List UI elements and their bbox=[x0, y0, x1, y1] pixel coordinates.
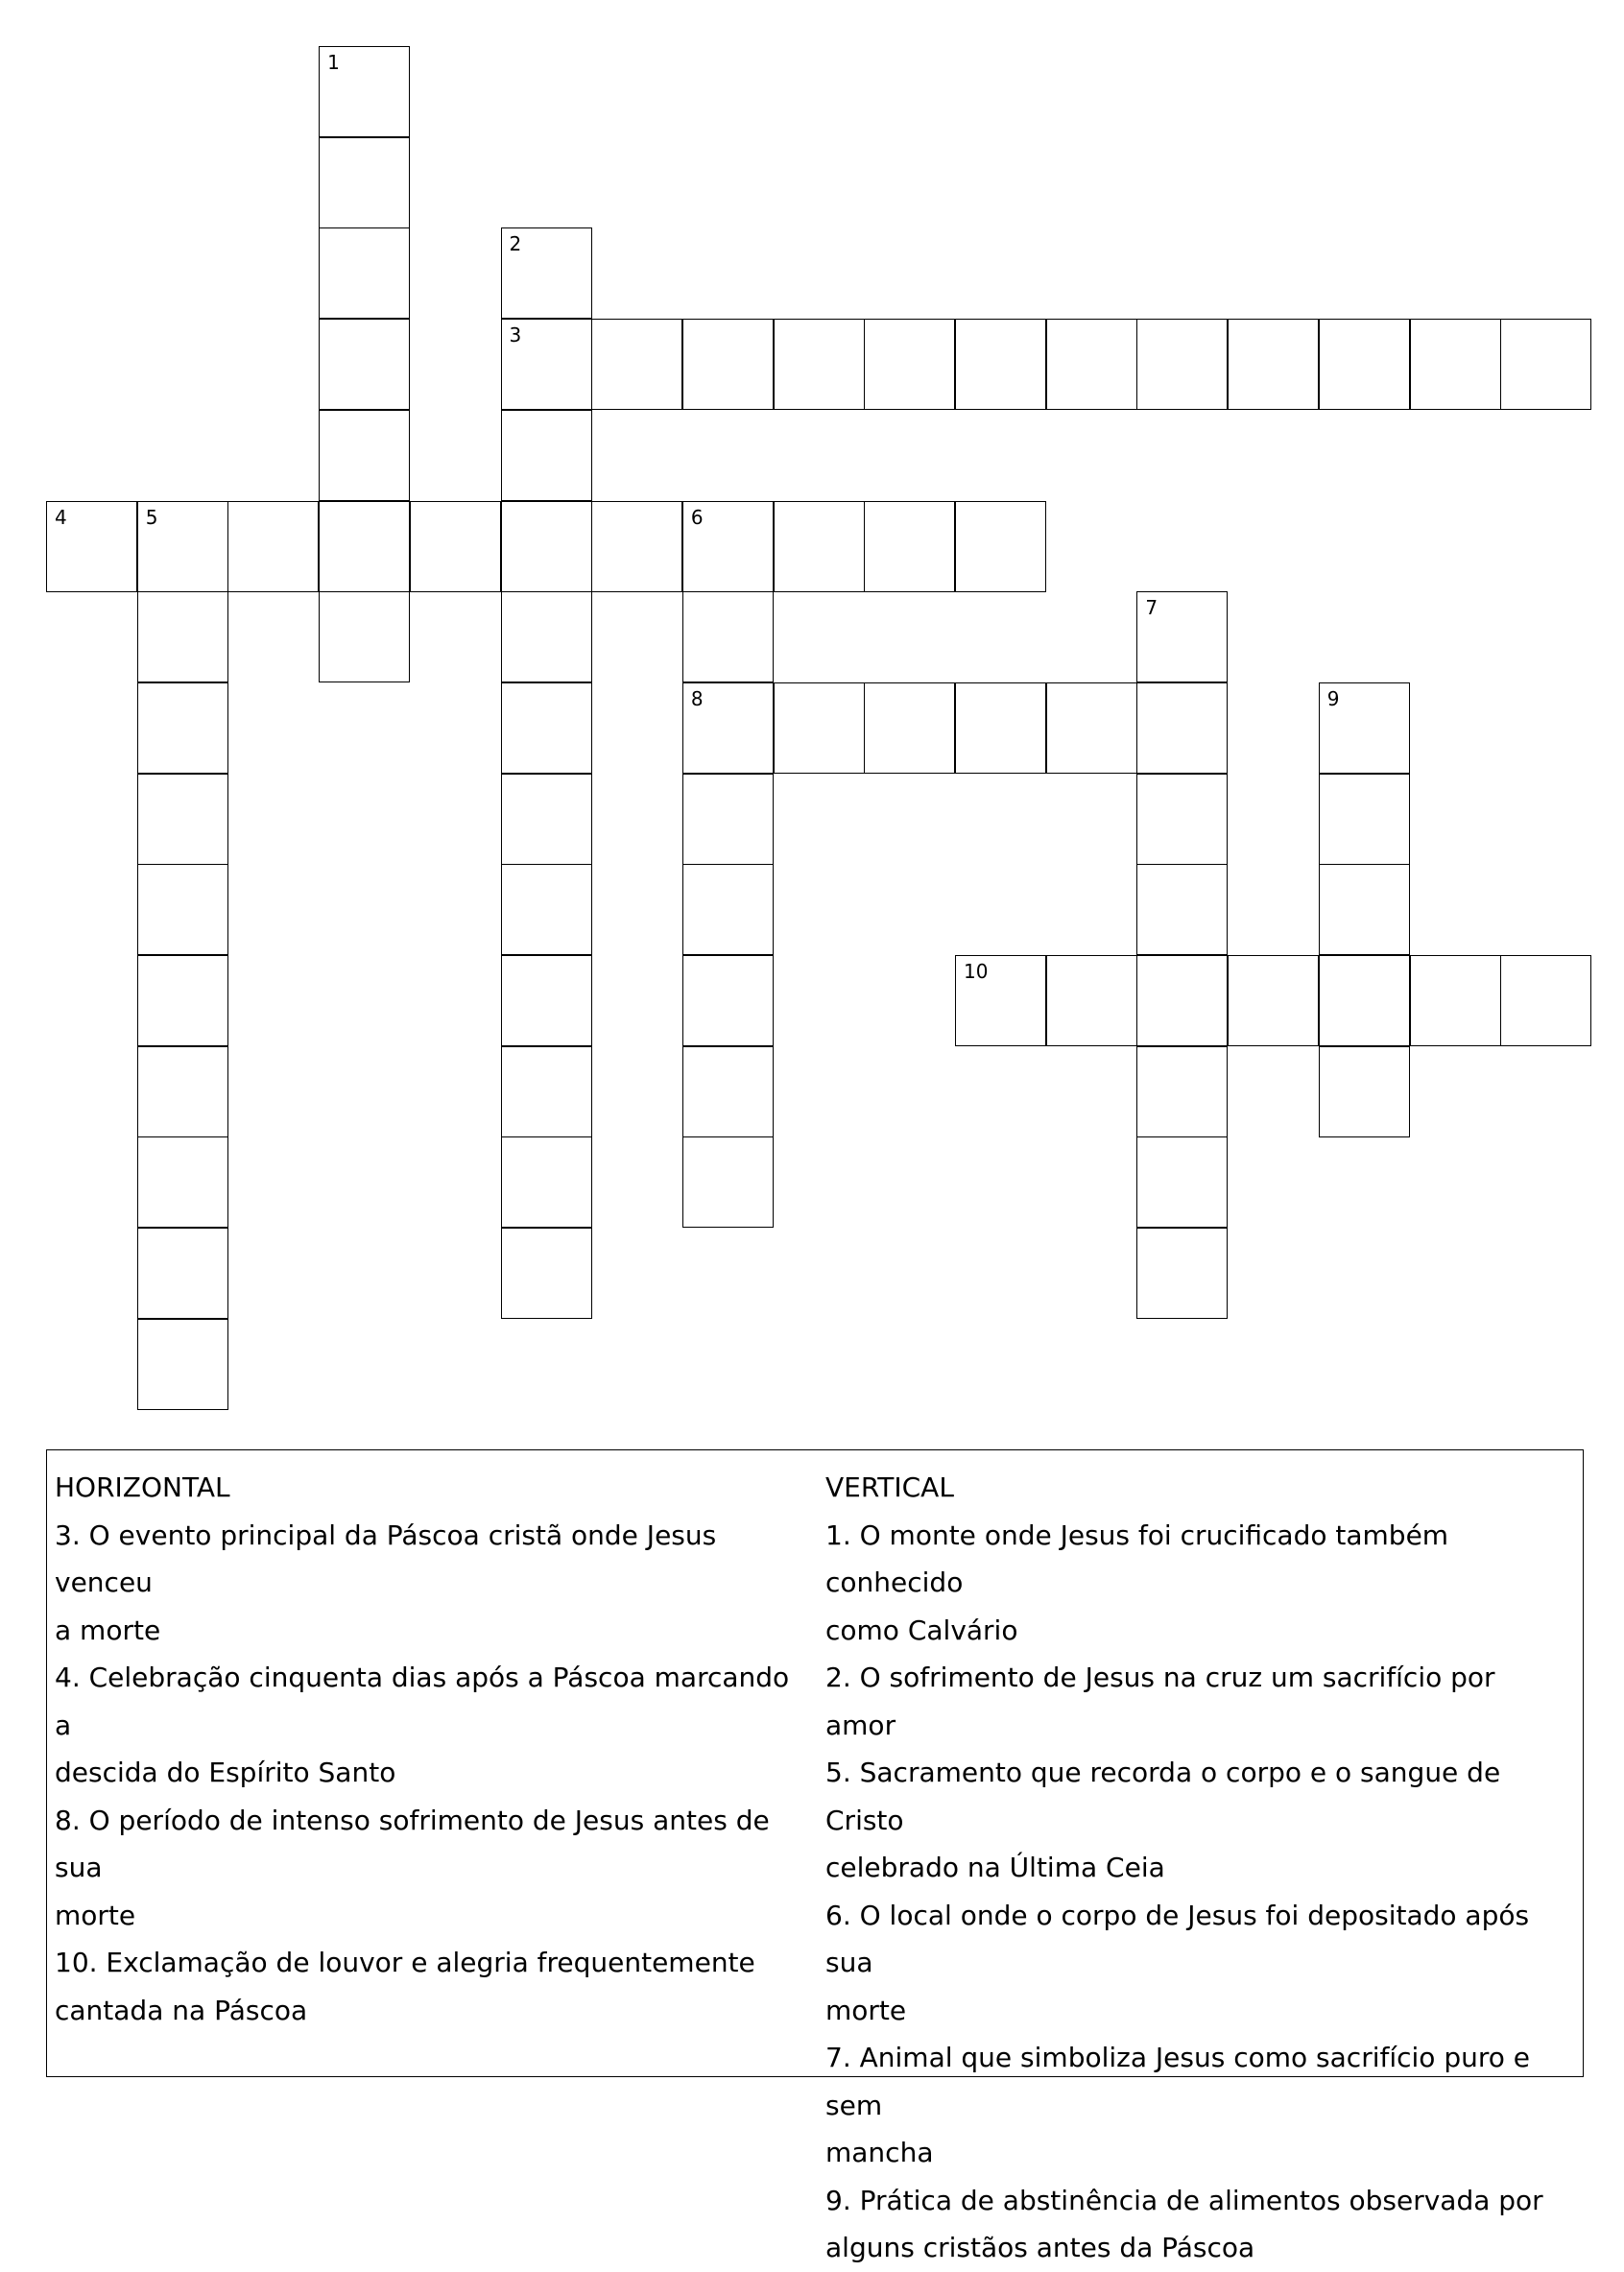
grid-cell[interactable] bbox=[774, 319, 865, 410]
grid-cell[interactable] bbox=[137, 864, 228, 955]
clue-line: 1. O monte onde Jesus foi crucificado também conhecido bbox=[825, 1519, 1449, 1598]
horizontal-clues bbox=[55, 1464, 803, 2034]
grid-cell[interactable] bbox=[1136, 774, 1228, 865]
clue-number: 5 bbox=[145, 505, 158, 529]
grid-cell[interactable] bbox=[591, 501, 682, 592]
grid-cell[interactable] bbox=[1136, 1228, 1228, 1319]
grid-cell[interactable] bbox=[410, 501, 501, 592]
grid-cell[interactable] bbox=[682, 774, 774, 865]
grid-cell[interactable] bbox=[682, 864, 774, 955]
grid-cell[interactable] bbox=[1136, 955, 1228, 1046]
grid-cell[interactable] bbox=[46, 501, 137, 592]
clue-line: alguns cristãos antes da Páscoa bbox=[825, 2232, 1255, 2263]
grid-cell[interactable] bbox=[1046, 319, 1137, 410]
grid-cell[interactable] bbox=[1136, 591, 1228, 682]
clue-line: 9. Prática de abstinência de alimentos observada por bbox=[825, 2184, 1543, 2216]
grid-cell[interactable] bbox=[501, 682, 592, 774]
grid-cell[interactable] bbox=[1319, 955, 1410, 1046]
clue-number: 2 bbox=[509, 232, 522, 256]
grid-cell[interactable] bbox=[682, 1136, 774, 1228]
vertical-clues bbox=[825, 1464, 1564, 2272]
grid-cell[interactable] bbox=[682, 591, 774, 682]
grid-cell[interactable] bbox=[1136, 1046, 1228, 1137]
clue-number: 6 bbox=[690, 505, 704, 529]
grid-cell[interactable] bbox=[137, 501, 228, 592]
clue-line: 5. Sacramento que recorda o corpo e o sangue de Cristo bbox=[825, 1757, 1501, 1836]
grid-cell[interactable] bbox=[1136, 319, 1228, 410]
clue-line: 4. Celebração cinquenta dias após a Páscoa marcando a bbox=[55, 1662, 790, 1741]
grid-cell[interactable] bbox=[682, 319, 774, 410]
grid-cell[interactable] bbox=[682, 682, 774, 774]
grid-cell[interactable] bbox=[1046, 682, 1137, 774]
grid-cell[interactable] bbox=[1319, 319, 1410, 410]
grid-cell[interactable] bbox=[319, 227, 410, 319]
clue-number: 3 bbox=[509, 323, 522, 347]
clue-line: como Calvário bbox=[825, 1614, 1018, 1646]
grid-cell[interactable] bbox=[774, 682, 865, 774]
grid-cell[interactable] bbox=[1410, 319, 1501, 410]
clue-line: mancha bbox=[825, 2137, 934, 2168]
clue-line: a morte bbox=[55, 1614, 161, 1646]
grid-cell[interactable] bbox=[227, 501, 319, 592]
grid-cell[interactable] bbox=[137, 955, 228, 1046]
clue-line: 10. Exclamação de louvor e alegria frequentemente bbox=[55, 1947, 755, 1978]
clue-line: 6. O local onde o corpo de Jesus foi depositado após sua bbox=[825, 1899, 1530, 1978]
grid-cell[interactable] bbox=[1228, 955, 1319, 1046]
grid-cell[interactable] bbox=[1136, 682, 1228, 774]
grid-cell[interactable] bbox=[319, 46, 410, 137]
grid-cell[interactable] bbox=[137, 774, 228, 865]
grid-cell[interactable] bbox=[864, 501, 955, 592]
grid-cell[interactable] bbox=[501, 591, 592, 682]
grid-cell[interactable] bbox=[137, 1136, 228, 1228]
vertical-heading: VERTICAL bbox=[825, 1471, 954, 1503]
clue-line: 3. O evento principal da Páscoa cristã onde Jesus venceu bbox=[55, 1519, 717, 1598]
grid-cell[interactable] bbox=[319, 319, 410, 410]
grid-cell[interactable] bbox=[682, 955, 774, 1046]
grid-cell[interactable] bbox=[864, 319, 955, 410]
grid-cell[interactable] bbox=[1500, 319, 1591, 410]
clue-line: 2. O sofrimento de Jesus na cruz um sacrifício por amor bbox=[825, 1662, 1495, 1741]
grid-cell[interactable] bbox=[501, 227, 592, 319]
grid-cell[interactable] bbox=[591, 319, 682, 410]
grid-cell[interactable] bbox=[955, 955, 1046, 1046]
grid-cell[interactable] bbox=[955, 501, 1046, 592]
grid-cell[interactable] bbox=[137, 1046, 228, 1137]
grid-cell[interactable] bbox=[319, 591, 410, 682]
clue-number: 8 bbox=[690, 686, 704, 710]
grid-cell[interactable] bbox=[319, 137, 410, 228]
grid-cell[interactable] bbox=[501, 410, 592, 501]
clue-number: 10 bbox=[964, 960, 989, 983]
clue-number: 1 bbox=[327, 51, 340, 74]
grid-cell[interactable] bbox=[682, 501, 774, 592]
grid-cell[interactable] bbox=[501, 1046, 592, 1137]
grid-cell[interactable] bbox=[1319, 864, 1410, 955]
grid-cell[interactable] bbox=[319, 501, 410, 592]
clue-line: descida do Espírito Santo bbox=[55, 1757, 396, 1788]
clues-box bbox=[46, 1449, 1584, 2263]
horizontal-heading: HORIZONTAL bbox=[55, 1471, 230, 1503]
clue-line: cantada na Páscoa bbox=[55, 1994, 308, 2026]
grid-cell[interactable] bbox=[682, 1046, 774, 1137]
grid-cell[interactable] bbox=[501, 864, 592, 955]
clue-line: celebrado na Última Ceia bbox=[825, 1852, 1165, 1883]
grid-cell[interactable] bbox=[1136, 1136, 1228, 1228]
clue-line: 7. Animal que simboliza Jesus como sacrifício puro e sem bbox=[825, 2042, 1531, 2121]
grid-cell[interactable] bbox=[137, 1319, 228, 1410]
grid-cell[interactable] bbox=[1136, 864, 1228, 955]
grid-cell[interactable] bbox=[137, 591, 228, 682]
grid-cell[interactable] bbox=[1046, 955, 1137, 1046]
grid-cell[interactable] bbox=[1319, 1046, 1410, 1137]
clue-number: 9 bbox=[1326, 686, 1340, 710]
clue-line: 8. O período de intenso sofrimento de Jesus antes de sua bbox=[55, 1804, 770, 1883]
grid-cell[interactable] bbox=[955, 319, 1046, 410]
grid-cell[interactable] bbox=[501, 1136, 592, 1228]
grid-cell[interactable] bbox=[955, 682, 1046, 774]
grid-cell[interactable] bbox=[319, 410, 410, 501]
grid-cell[interactable] bbox=[1500, 955, 1591, 1046]
clue-number: 7 bbox=[1145, 596, 1158, 620]
grid-cell[interactable] bbox=[501, 955, 592, 1046]
grid-cell[interactable] bbox=[1228, 319, 1319, 410]
grid-cell[interactable] bbox=[1319, 774, 1410, 865]
grid-cell[interactable] bbox=[501, 1228, 592, 1319]
grid-cell[interactable] bbox=[137, 682, 228, 774]
grid-cell[interactable] bbox=[864, 682, 955, 774]
grid-cell[interactable] bbox=[501, 774, 592, 865]
clue-line: morte bbox=[825, 1994, 907, 2026]
grid-cell[interactable] bbox=[501, 501, 592, 592]
grid-cell[interactable] bbox=[501, 319, 592, 410]
grid-cell[interactable] bbox=[1410, 955, 1501, 1046]
grid-cell[interactable] bbox=[137, 1228, 228, 1319]
clue-number: 4 bbox=[55, 505, 67, 529]
clue-line: morte bbox=[55, 1899, 136, 1931]
grid-cell[interactable] bbox=[774, 501, 865, 592]
grid-cell[interactable] bbox=[1319, 682, 1410, 774]
